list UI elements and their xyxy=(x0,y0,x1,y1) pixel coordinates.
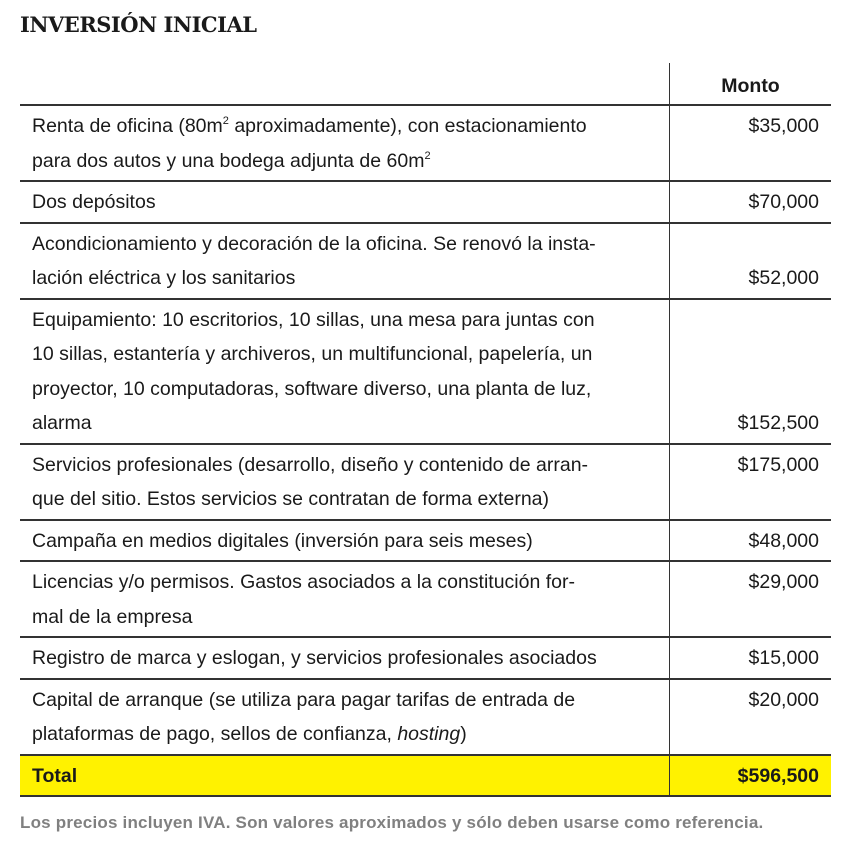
description-line: Licencias y/o permisos. Gastos asociados a la constitución for- xyxy=(32,571,576,593)
table-body xyxy=(20,105,831,796)
description-line: Servicios profesionales (desarrollo, diseño y contenido de arran- xyxy=(32,453,589,476)
row-description xyxy=(20,561,670,637)
total-label: Total xyxy=(20,755,670,797)
description-line: Dos depósitos xyxy=(32,191,156,213)
total-row xyxy=(20,755,831,797)
description-line: alarma xyxy=(32,412,92,434)
row-amount: $175,000 xyxy=(670,444,832,520)
description-line: que del sitio. Estos servicios se contratan de forma externa) xyxy=(32,488,549,510)
table-row xyxy=(20,679,831,755)
table-row xyxy=(20,520,831,562)
description-column-header xyxy=(20,63,670,105)
row-description xyxy=(20,105,670,181)
row-description xyxy=(20,299,670,444)
row-amount: $52,000 xyxy=(670,223,832,299)
table-row xyxy=(20,444,831,520)
description-line: plataformas de pago, sellos de confianza, hosting) xyxy=(32,723,467,745)
table-row xyxy=(20,637,831,679)
row-description xyxy=(20,181,670,223)
row-amount: $70,000 xyxy=(670,181,832,223)
description-line: proyector, 10 computadoras, software diverso, una planta de luz, xyxy=(32,377,592,400)
total-amount: $596,500 xyxy=(670,755,832,797)
footnote: Los precios incluyen IVA. Son valores aproximados y sólo deben usarse como referencia. xyxy=(20,813,764,832)
description-line: Renta de oficina ($80m^2$ aproximadamente), con estacionamiento xyxy=(32,115,587,137)
row-description xyxy=(20,444,670,520)
description-line: Campaña en medios digitales (inversión para seis meses) xyxy=(32,529,533,552)
amount-column-header: Monto xyxy=(670,63,832,105)
description-line: 10 sillas, estantería y archiveros, un multifuncional, papelería, un xyxy=(32,343,593,365)
investment-table xyxy=(20,63,831,797)
description-line: mal de la empresa xyxy=(32,605,193,628)
description-line: para dos autos y una bodega adjunta de $60m^2$ xyxy=(32,149,431,172)
description-line: lación eléctrica y los sanitarios xyxy=(32,267,296,289)
section-title: INVERSIÓN INICIAL xyxy=(20,12,257,37)
table-row xyxy=(20,223,831,299)
description-line: Registro de marca y eslogan, y servicios profesionales asociados xyxy=(32,647,597,669)
table-row xyxy=(20,299,831,444)
row-description xyxy=(20,637,670,679)
row-description xyxy=(20,520,670,562)
row-description xyxy=(20,223,670,299)
row-description xyxy=(20,679,670,755)
table-row xyxy=(20,181,831,223)
row-amount: $48,000 xyxy=(670,520,832,562)
row-amount: $152,500 xyxy=(670,299,832,444)
description-line: Capital de arranque (se utiliza para pagar tarifas de entrada de xyxy=(32,688,576,711)
row-amount: $29,000 xyxy=(670,561,832,637)
description-line: Acondicionamiento y decoración de la oficina. Se renovó la insta- xyxy=(32,232,596,255)
row-amount: $35,000 xyxy=(670,105,832,181)
table-row xyxy=(20,105,831,181)
row-amount: $20,000 xyxy=(670,679,832,755)
description-line: Equipamiento: 10 escritorios, 10 sillas, una mesa para juntas con xyxy=(32,308,595,331)
row-amount: $15,000 xyxy=(670,637,832,679)
table-row xyxy=(20,561,831,637)
table-header-row xyxy=(20,63,831,105)
